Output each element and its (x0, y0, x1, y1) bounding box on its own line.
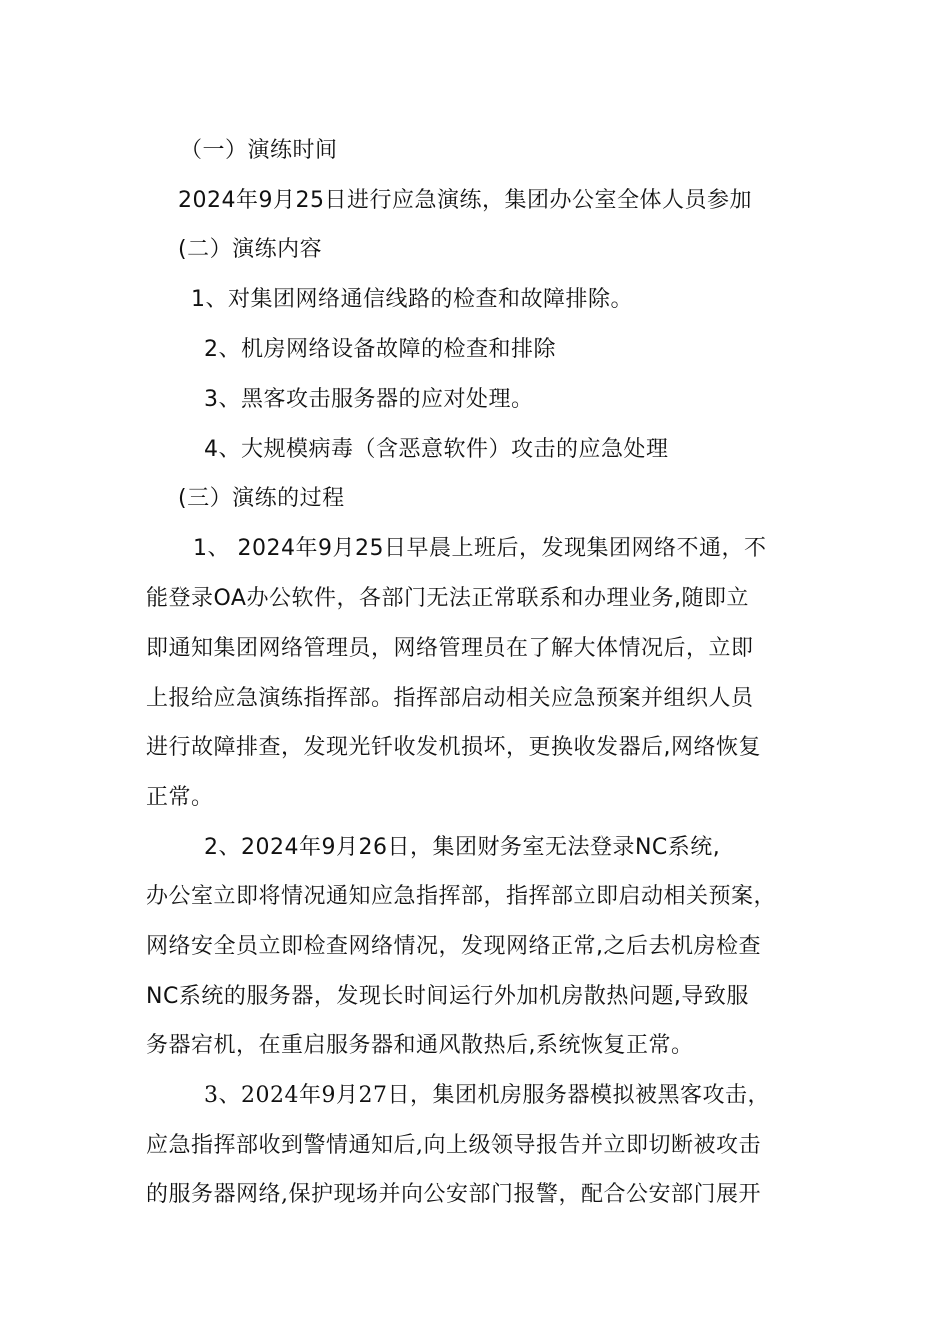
paragraph-line: 上报给应急演练指挥部。指挥部启动相关应急预案并组织人员 (146, 686, 754, 711)
list-item: 2、机房网络设备故障的检查和排除 (204, 337, 556, 362)
paragraph-line: 正常。 (146, 785, 214, 810)
paragraph-line: 进行故障排查，发现光钎收发机损坏，更换收发器后,网络恢复 (146, 735, 761, 760)
paragraph-line: 网络安全员立即检查网络情况，发现网络正常,之后去机房检查 (146, 934, 761, 959)
paragraph-line: 务器宕机，在重启服务器和通风散热后,系统恢复正常。 (146, 1033, 694, 1058)
paragraph-line: 2、2024年9月26日，集团财务室无法登录NC系统, (204, 835, 721, 860)
paragraph-line: NC系统的服务器，发现长时间运行外加机房散热问题,导致服 (146, 984, 749, 1009)
paragraph-line: 1、 2024年9月25日早晨上班后，发现集团网络不通，不 (193, 536, 767, 561)
paragraph-line: 的服务器网络,保护现场并向公安部门报警，配合公安部门展开 (146, 1182, 761, 1207)
section-heading-drill-process: (三）演练的过程 (178, 486, 345, 511)
list-item: 4、大规模病毒（含恶意软件）攻击的应急处理 (204, 437, 669, 462)
paragraph-line: 办公室立即将情况通知应急指挥部，指挥部立即启动相关预案， (146, 884, 777, 909)
paragraph-line: 能登录OA办公软件，各部门无法正常联系和办理业务,随即立 (146, 586, 749, 611)
paragraph-line: 3、2024年9月27日，集团机房服务器模拟被黑客攻击， (204, 1083, 770, 1108)
paragraph-line: 2024年9月25日进行应急演练，集团办公室全体人员参加 (178, 188, 752, 213)
list-item: 3、黑客攻击服务器的应对处理。 (204, 387, 534, 412)
paragraph-line: 应急指挥部收到警情通知后,向上级领导报告并立即切断被攻击 (146, 1133, 761, 1158)
list-item: 1、对集团网络通信线路的检查和故障排除。 (191, 287, 633, 312)
section-heading-drill-content: (二）演练内容 (178, 237, 323, 262)
section-heading-drill-time: （一）演练时间 (180, 138, 338, 163)
paragraph-line: 即通知集团网络管理员，网络管理员在了解大体情况后，立即 (146, 636, 754, 661)
